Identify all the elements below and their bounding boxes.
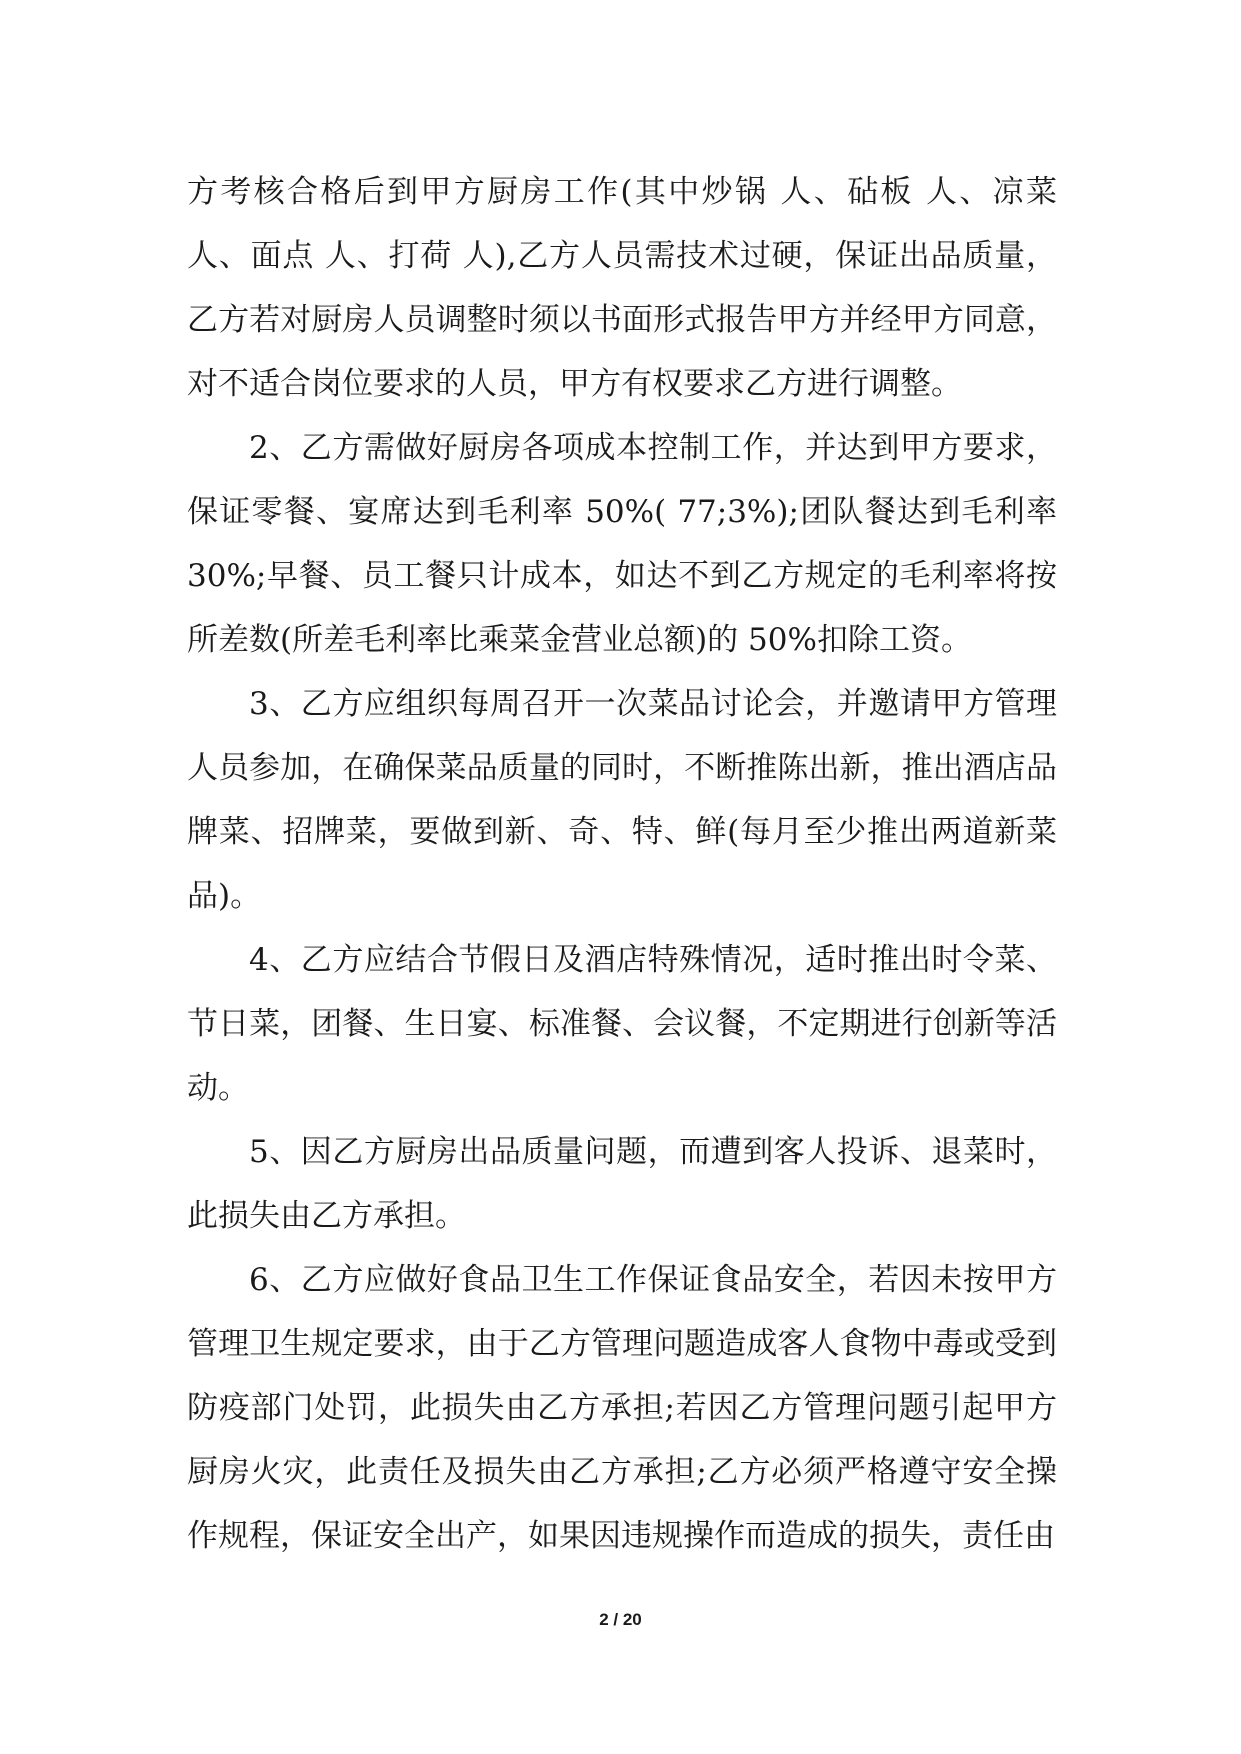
paragraph-item-5: 5、因乙方厨房出品质量问题，而遭到客人投诉、退菜时，此损失由乙方承担。 — [187, 1134, 1057, 1234]
body-text — [187, 160, 1057, 1568]
paragraph-continuation: 方考核合格后到甲方厨房工作(其中炒锅 人、砧板 人、凉菜 人、面点 人、打荷 人),乙方人员需技术过硬，保证出品质量，乙方若对厨房人员调整时须以书面形式报告甲方并经甲方同意，对不适合岗位要求的人员，甲方有权要求乙方进行调整。 — [187, 174, 1057, 402]
paragraph-item-4: 4、乙方应结合节假日及酒店特殊情况，适时推出时令菜、节日菜，团餐、生日宴、标准餐、会议餐，不定期进行创新等活动。 — [187, 942, 1057, 1106]
paragraph-item-2: 2、乙方需做好厨房各项成本控制工作，并达到甲方要求，保证零餐、宴席达到毛利率 50%( 77;3%);团队餐达到毛利率30%;早餐、员工餐只计成本，如达不到乙方规定的毛利率将按所差数(所差毛利率比乘菜金营业总额)的 50%扣除工资。 — [187, 430, 1057, 658]
paragraph-item-3: 3、乙方应组织每周召开一次菜品讨论会，并邀请甲方管理人员参加，在确保菜品质量的同时，不断推陈出新，推出酒店品牌菜、招牌菜，要做到新、奇、特、鲜(每月至少推出两道新菜品)。 — [187, 686, 1057, 914]
page-number: 2 / 20 — [599, 1610, 642, 1629]
paragraph-item-6: 6、乙方应做好食品卫生工作保证食品安全，若因未按甲方管理卫生规定要求，由于乙方管理问题造成客人食物中毒或受到防疫部门处罚，此损失由乙方承担;若因乙方管理问题引起甲方厨房火灾，此责任及损失由乙方承担;乙方必须严格遵守安全操作规程，保证安全出产，如果因违规操作而造成的损失，责任由 — [187, 1262, 1057, 1554]
